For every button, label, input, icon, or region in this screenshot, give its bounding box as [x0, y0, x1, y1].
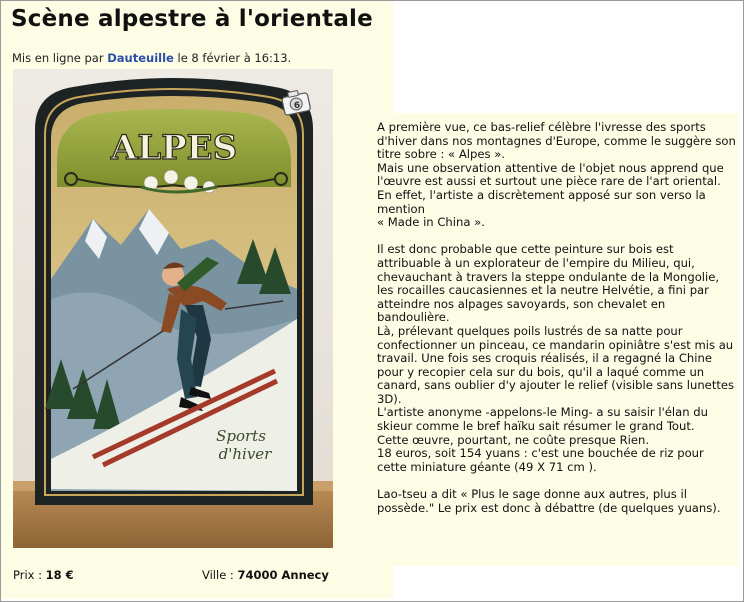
- sign-title-text: ALPES: [110, 128, 238, 168]
- photo-count-badge[interactable]: [280, 88, 312, 118]
- price-field: [13, 568, 74, 582]
- description-paragraph-3: Lao-tseu a dit « Plus le sage donne aux autres, plus il possède." Le prix est donc à débattre (de quelques yuans).: [377, 487, 721, 515]
- byline: [12, 51, 291, 65]
- city-value: 74000 Annecy: [237, 568, 329, 582]
- price-label: Prix :: [13, 568, 46, 582]
- byline-prefix: Mis en ligne par: [12, 51, 108, 65]
- listing-photo[interactable]: [13, 69, 333, 548]
- sign-caption-line2: d'hiver: [218, 445, 272, 463]
- sign-caption-line1: Sports: [216, 427, 266, 445]
- byline-date: le 8 février à 16:13.: [173, 51, 292, 65]
- price-value: 18 €: [45, 568, 74, 582]
- photo-count-text: 6: [293, 101, 301, 111]
- description-paragraph-1: A première vue, ce bas-relief célèbre l'ivresse des sports d'hiver dans nos montagnes d'Europe, comme le suggère son titre sobre : « Alpes ». Mais une observation attentive de l'objet nous apprend que l'œuvre est aussi et surtout une pièce rare de l'art oriental. En effet, l'artiste a discrètement apposé sur son verso la mention « Made in China ».: [377, 120, 736, 230]
- city-field: [202, 568, 329, 582]
- listing-description: [377, 121, 737, 515]
- description-paragraph-2: Il est donc probable que cette peinture sur bois est attribuable à un explorateur de l'empire du Milieu, qui, chevauchant à travers la steppe ondulante de la Mongolie, les rocailles caucasiennes et la neutre Helvétie, a fini par atteindre nos alpages savoyards, son chevalet en bandoulière. Là, prélevant quelques poils lustrés de sa natte pour confectionner un pinceau, ce mandarin opiniâtre s'est mis au travail. Une fois ses croquis réalisés, il a regagné la Chine pour y recopier cela sur du bois, qu'il a laqué comme un canard, sans oublier d'y ajouter le relief (visible sans lunettes 3D). L'artiste anonyme -appelons-le Ming- a su saisir l'élan du skieur comme le bref haïku sait résumer le grand Tout. Cette œuvre, pourtant, ne coûte presque Rien. 18 euros, soit 154 yuans : c'est une bouchée de riz pour cette miniature géante (49 X 71 cm ).: [377, 242, 735, 474]
- author-link[interactable]: Dauteuille: [107, 51, 174, 65]
- camera-icon: [280, 88, 312, 118]
- listing-title: Scène alpestre à l'orientale: [11, 6, 373, 32]
- painted-sign-image: [13, 69, 333, 548]
- city-label: Ville :: [202, 568, 238, 582]
